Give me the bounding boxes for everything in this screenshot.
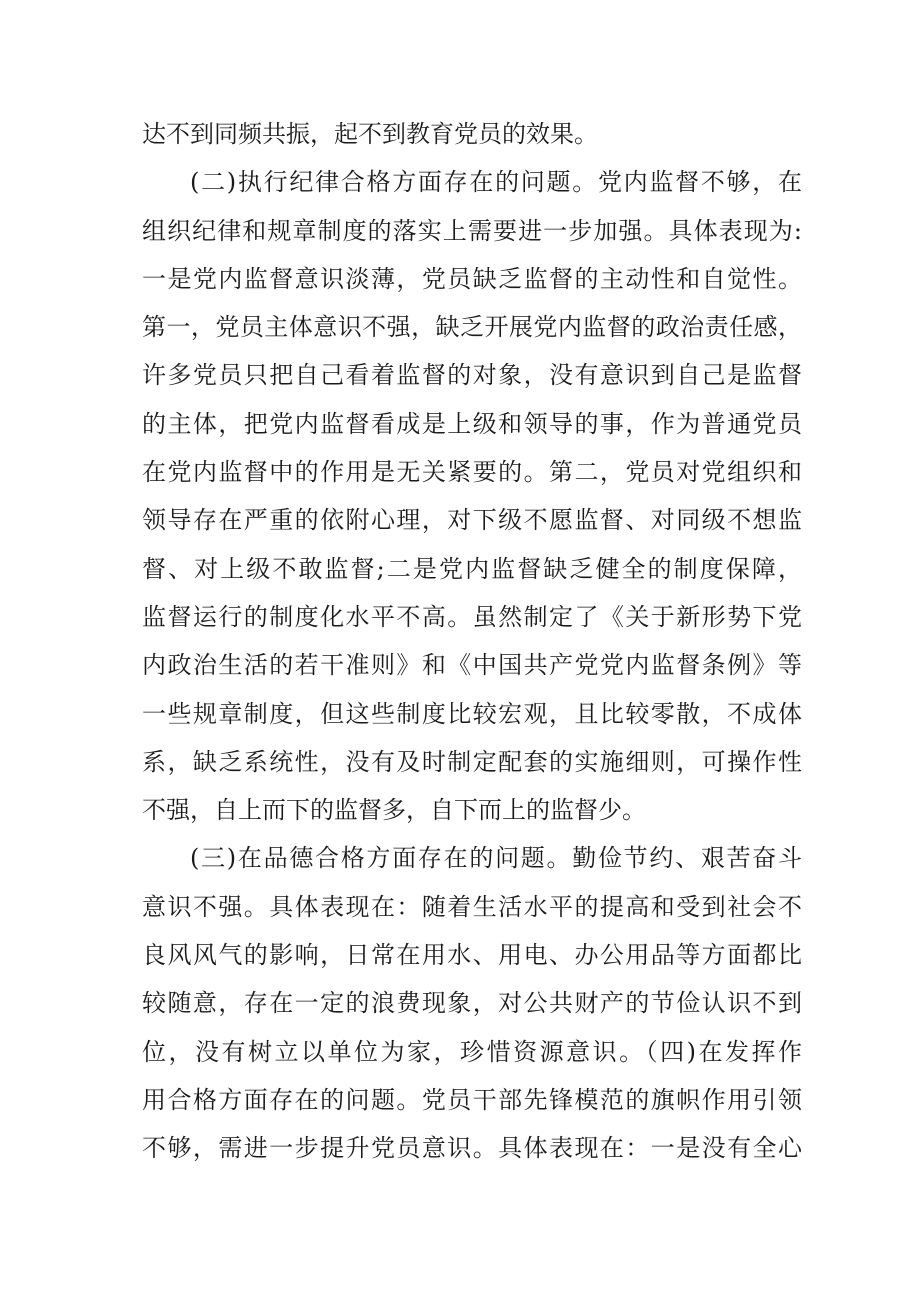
text-line: 位，没有树立以单位为家，珍惜资源意识。（四)在发挥作 xyxy=(142,1037,802,1066)
text-line: 系，缺乏系统性，没有及时制定配套的实施细则，可操作性 xyxy=(142,747,802,776)
text-line: 内政治生活的若干准则》和《中国共产党党内监督条例》等 xyxy=(142,651,802,680)
text-line: 良风风气的影响，日常在用水、用电、办公用品等方面都比 xyxy=(142,941,802,970)
text-line: 一是党内监督意识淡薄，党员缺乏监督的主动性和自觉性。 xyxy=(142,264,802,293)
text-line: (三)在品德合格方面存在的问题。勤俭节约、艰苦奋斗 xyxy=(190,844,802,873)
text-line: 领导存在严重的依附心理，对下级不愿监督、对同级不想监 xyxy=(142,506,802,535)
text-line: 一些规章制度，但这些制度比较宏观，且比较零散，不成体 xyxy=(142,699,802,728)
text-line: 的主体，把党内监督看成是上级和领导的事，作为普通党员 xyxy=(142,409,802,438)
text-line: 督、对上级不敢监督;二是党内监督缺乏健全的制度保障， xyxy=(142,554,802,583)
text-line: 意识不强。具体表现在：随着生活水平的提高和受到社会不 xyxy=(142,892,802,921)
text-line: 组织纪律和规章制度的落实上需要进一步加强。具体表现为: xyxy=(142,216,802,245)
text-line: 在党内监督中的作用是无关紧要的。第二，党员对党组织和 xyxy=(142,458,802,487)
text-line: 不强，自上而下的监督多，自下而上的监督少。 xyxy=(142,796,646,825)
text-line: 不够，需进一步提升党员意识。具体表现在：一是没有全心 xyxy=(142,1134,802,1163)
text-line: 许多党员只把自己看着监督的对象，没有意识到自己是监督 xyxy=(142,361,802,390)
text-line: (二)执行纪律合格方面存在的问题。党内监督不够，在 xyxy=(190,168,802,197)
text-line: 用合格方面存在的问题。党员干部先锋模范的旗帜作用引领 xyxy=(142,1085,802,1114)
body-text xyxy=(142,110,802,1173)
text-line: 达不到同频共振，起不到教育党员的效果。 xyxy=(142,120,598,148)
text-line: 较随意，存在一定的浪费现象，对公共财产的节俭认识不到 xyxy=(142,989,802,1018)
text-line: 第一，党员主体意识不强，缺乏开展党内监督的政治责任感， xyxy=(142,313,802,342)
text-line: 监督运行的制度化水平不高。虽然制定了《关于新形势下党 xyxy=(142,602,802,631)
